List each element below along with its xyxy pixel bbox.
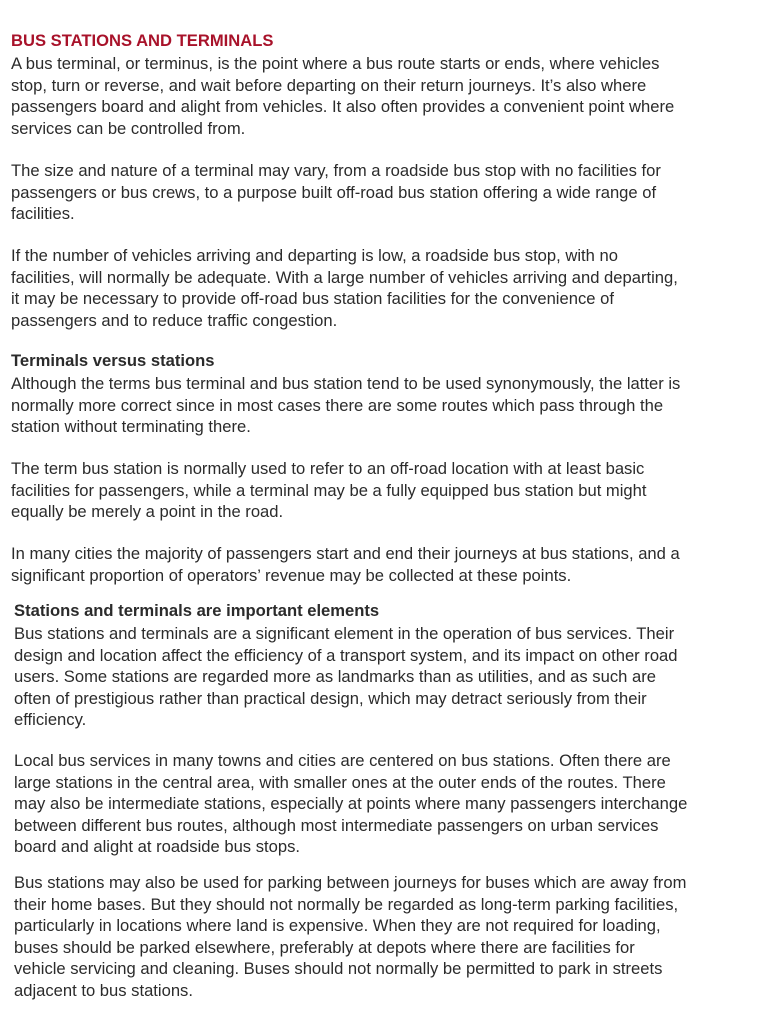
section-2-paragraph-2 (14, 750, 768, 858)
text-line: Although the terms bus terminal and bus station tend to be used synonymously, the latter is (11, 374, 681, 393)
text-line: between different bus routes, although most intermediate passengers on urban services (14, 815, 659, 835)
section-1-paragraph-3 (11, 543, 768, 586)
text-line: services can be controlled from. (11, 118, 246, 138)
text-line: Bus stations may also be used for parking between journeys for buses which are away from (14, 873, 687, 892)
intro-paragraph-1 (11, 53, 768, 139)
text-line: facilities, will normally be adequate. With a large number of vehicles arriving and departing, (11, 267, 678, 287)
text-line: facilities. (11, 204, 75, 223)
section-1-paragraph-2 (11, 458, 768, 523)
section-2-paragraph-3 (14, 872, 768, 1001)
section-heading-terminals-vs-stations: Terminals versus stations (11, 351, 215, 370)
intro-paragraph-3 (11, 245, 768, 331)
text-line: equally be merely a point in the road. (11, 502, 284, 521)
text-line: In many cities the majority of passengers start and end their journeys at bus stations, and a (11, 544, 680, 563)
text-line: passengers and to reduce traffic congestion. (11, 310, 338, 330)
text-line: large stations in the central area, with smaller ones at the outer ends of the routes. There (14, 772, 666, 792)
text-line: vehicle servicing and cleaning. Buses should not normally be permitted to park in streets (14, 959, 663, 978)
text-line: The term bus station is normally used to refer to an off-road location with at least basic (11, 459, 645, 478)
text-line: often of prestigious rather than practical design, which may detract seriously from their (14, 688, 647, 708)
text-line: station without terminating there. (11, 417, 251, 436)
text-line: normally more correct since in most cases there are some routes which pass through the (11, 395, 664, 415)
text-line: passengers board and alight from vehicles. It also often provides a convenient point where (11, 97, 675, 116)
text-line: design and location affect the efficiency of a transport system, and its impact on other road (14, 645, 678, 665)
text-line: A bus terminal, or terminus, is the point where a bus route starts or ends, where vehicles (11, 54, 660, 73)
text-line: adjacent to bus stations. (14, 980, 193, 1000)
text-line: efficiency. (14, 710, 87, 729)
text-line: may also be intermediate stations, especially at points where many passengers interchange (14, 794, 688, 813)
text-line: significant proportion of operators’ revenue may be collected at these points. (11, 565, 572, 585)
section-heading-important-elements: Stations and terminals are important elements (14, 601, 380, 620)
text-line: Local bus services in many towns and cities are centered on bus stations. Often there are (14, 751, 671, 770)
text-line: particularly in locations where land is expensive. When they are not required for loading, (14, 916, 661, 935)
intro-paragraph-2 (11, 160, 768, 225)
text-line: board and alight at roadside bus stops. (14, 837, 300, 856)
text-line: Bus stations and terminals are a significant element in the operation of bus services. Their (14, 624, 675, 643)
text-line: it may be necessary to provide off-road bus station facilities for the convenience of (11, 289, 614, 308)
section-2-paragraph-1 (14, 623, 768, 731)
text-line: buses should be parked elsewhere, preferably at depots where there are facilities for (14, 937, 635, 957)
text-line: stop, turn or reverse, and wait before departing on their return journeys. It’s also where (11, 75, 647, 95)
text-line: If the number of vehicles arriving and departing is low, a roadside bus stop, with no (11, 246, 618, 265)
section-1-paragraph-1 (11, 373, 768, 438)
text-line: their home bases. But they should not normally be regarded as long-term parking facilities, (14, 894, 679, 914)
document-title: BUS STATIONS AND TERMINALS (11, 31, 274, 50)
text-line: facilities for passengers, while a terminal may be a fully equipped bus station but might (11, 480, 647, 500)
text-line: passengers or bus crews, to a purpose built off-road bus station offering a wide range of (11, 182, 657, 202)
text-line: users. Some stations are regarded more as landmarks than as utilities, and as such are (14, 667, 656, 686)
text-line: The size and nature of a terminal may vary, from a roadside bus stop with no facilities for (11, 161, 661, 180)
